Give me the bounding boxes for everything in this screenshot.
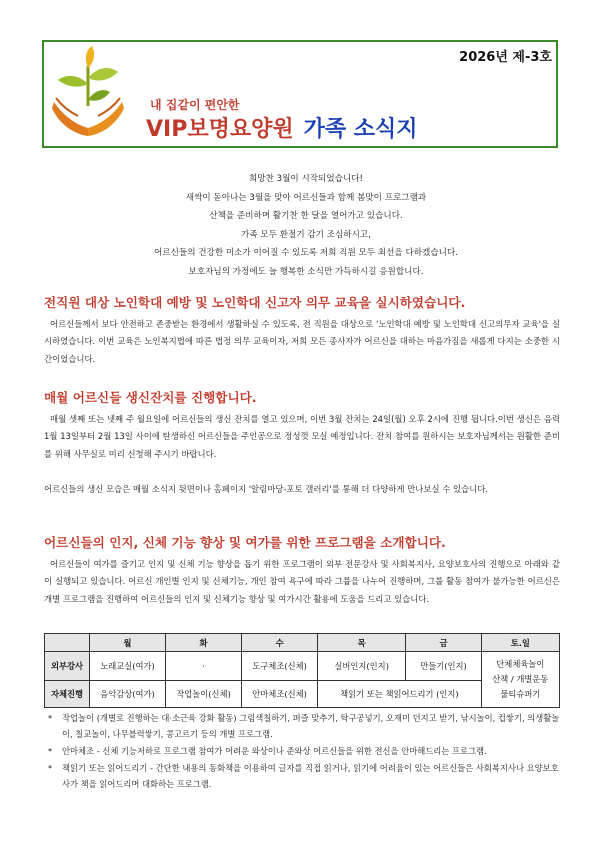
weekend-programs-cell bbox=[481, 652, 559, 708]
day-header: 월 bbox=[90, 634, 166, 652]
row-header: 자체진행 bbox=[45, 681, 90, 708]
hands-sprout-logo-icon bbox=[48, 44, 128, 142]
day-header: 목 bbox=[318, 634, 406, 652]
note-item bbox=[48, 743, 560, 759]
weekend-line: 단체체육놀이 bbox=[496, 659, 545, 669]
table-cell: 노래교실(여가) bbox=[90, 652, 166, 681]
tagline: 내 집같이 편안한 bbox=[150, 98, 240, 112]
facility-name: VIP보명요양원 bbox=[146, 117, 294, 142]
note-text: 작업놀이 (개별로 진행하는 대·소근육 강화 활동) 그림색칠하기, 퍼즐 맞추기, 탁구공넣기, 오재미 던지고 받기, 낚시놀이, 컵쌓기, 의생활놀이, 칠교놀이, 나무블럭쌓기, 콩고르기 등의 개별 프로그램. bbox=[62, 713, 560, 739]
note-text: 안마체조 - 신체 기능저하로 프로그램 참여가 어려운 와상이나 준와상 어르신들을 위한 전신을 안마해드리는 프로그램. bbox=[62, 746, 487, 756]
day-header: 화 bbox=[166, 634, 242, 652]
row-header: 외부강사 bbox=[45, 652, 90, 681]
table-corner bbox=[45, 634, 90, 652]
section-heading-programs: 어르신들의 인지, 신체 기능 향상 및 여가를 위한 프로그램을 소개합니다. bbox=[44, 535, 446, 550]
note-item bbox=[48, 710, 560, 742]
note-text: 책읽기 또는 읽어드리기 - 간단한 내용의 동화책을 이용하여 글자를 직접 읽거나, 읽기에 어려움이 있는 어르신들은 사회복지사나 요양보호사가 책을 읽어드리며 대화하는 프로그램. bbox=[62, 763, 559, 789]
program-notes bbox=[48, 710, 560, 793]
intro-line: 희망찬 3월이 시작되었습니다! bbox=[249, 174, 363, 184]
intro-line: 가족 모두 환절기 감기 조심하시고, bbox=[241, 229, 371, 240]
intro-line: 산책을 준비하며 활기찬 한 달을 열어가고 있습니다. bbox=[209, 211, 403, 221]
intro-line: 보호자님의 가정에도 늘 행복한 소식만 가득하시길 응원합니다. bbox=[188, 266, 424, 277]
section-heading-birthday: 매월 어르신들 생신잔치를 진행합니다. bbox=[44, 390, 257, 405]
intro-line: 새싹이 돋아나는 3월을 맞아 어르신들과 함께 봄맞이 프로그램과 bbox=[185, 192, 427, 203]
program-schedule-table bbox=[44, 633, 560, 708]
day-header: 토.일 bbox=[481, 634, 559, 652]
table-cell: · bbox=[166, 652, 242, 681]
section-heading-education: 전직원 대상 노인학대 예방 및 노인학대 신고자 의무 교육을 실시하였습니다. bbox=[44, 295, 466, 310]
issue-number: 2026년 제-3호 bbox=[459, 50, 552, 65]
table-cell: 안마체조(신체) bbox=[242, 681, 318, 708]
day-header: 수 bbox=[242, 634, 318, 652]
section-body-birthday: 매월 셋째 또는 넷째 주 월요일에 어르신들의 생신 잔치를 열고 있으며, 이번 3월 잔치는 24일(월) 오후 2시에 진행 됩니다.이번 생신은 음력 1월 13일부터 2월 13일 사이에 탄생하신 어르신들을 주인공으로 정성껏 모실 예정입니다. 잔치 참여를 원하시는 보호자님께서는 원활한 준비를 위해 사무실로 미리 신청해 주시기 바랍니다. bbox=[44, 414, 560, 459]
note-item bbox=[48, 760, 560, 792]
bullet-icon: * bbox=[48, 713, 53, 723]
table-cell: 책읽기 또는 책읽어드리기 (인지) bbox=[318, 681, 482, 708]
section-body-birthday-photos: 어르신들의 생신 모습은 매월 소식지 뒷면이나 홈페이지 '알림마당-포토 갤러리'를 통해 더 다양하게 만나보실 수 있습니다. bbox=[44, 484, 488, 494]
table-cell: 작업놀이(신체) bbox=[166, 681, 242, 708]
section-body-education: 어르신들께서 보다 안전하고 존중받는 환경에서 생활하실 수 있도록, 전 직원을 대상으로 '노인학대 예방 및 노인학대 신고의무자 교육'을 실시하였습니다. 이번 교육은 노인복지법에 따른 법정 의무 교육이자, 저희 모든 종사자가 어르신을 대하는 마음가짐을 새롭게 다지는 소중한 시간이었습니다. bbox=[44, 319, 560, 364]
intro-message bbox=[96, 170, 516, 281]
weekend-line: 물티슈퍼기 bbox=[500, 689, 541, 699]
intro-line: 어르신들의 건강한 미소가 이어질 수 있도록 저희 직원 모두 최선을 다하겠습니다. bbox=[153, 248, 458, 258]
table-cell: 실버인지(인지) bbox=[318, 652, 406, 681]
day-header: 금 bbox=[406, 634, 481, 652]
table-cell: 만들기(인지) bbox=[406, 652, 481, 681]
newsletter-subtitle: 가족 소식지 bbox=[303, 117, 418, 142]
newsletter-title bbox=[146, 112, 418, 143]
bullet-icon: * bbox=[48, 763, 53, 773]
section-body-programs: 어르신들이 여가를 즐기고 인지 및 신체 기능 향상을 돕기 위한 프로그램이 외부 전문강사 및 사회복지사, 요양보호사의 진행으로 아래와 같이 실행되고 있습니다. 어르신 개인별 인지 및 신체기능, 개인 참여 욕구에 따라 그룹을 나누어 진행하며, 그룹 활동 참여가 불가능한 어르신은 개별 프로그램을 진행하여 어르신들의 인지 및 신체기능 향상 및 여가시간 활용에 도움을 드리고 있습니다. bbox=[44, 559, 560, 604]
bullet-icon: * bbox=[48, 746, 53, 756]
weekend-line: 산책 / 개별운동 bbox=[492, 674, 549, 684]
table-cell: 음악감상(여가) bbox=[90, 681, 166, 708]
table-cell: 도구체조(신체) bbox=[242, 652, 318, 681]
